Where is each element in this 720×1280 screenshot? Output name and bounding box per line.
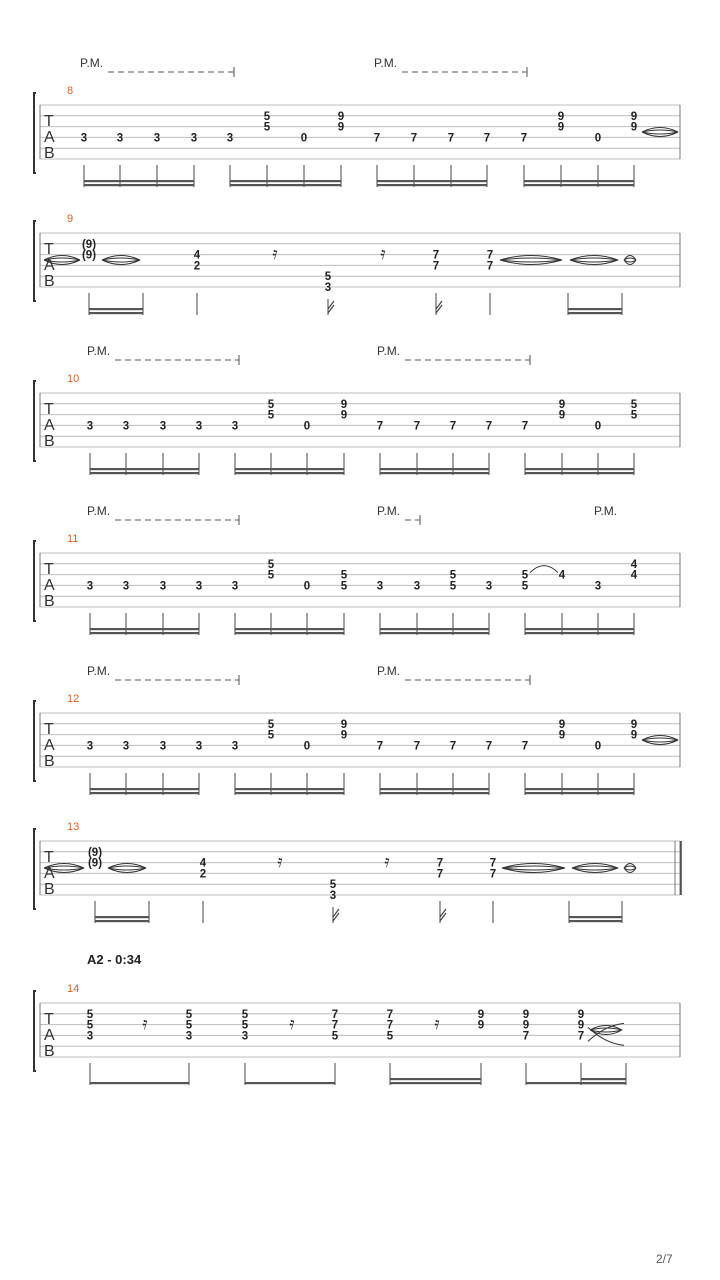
- palm-mute-label: P.M.: [80, 56, 104, 70]
- tab-system: [34, 504, 680, 635]
- tie-arc: [102, 256, 140, 261]
- tie-arc: [642, 132, 678, 137]
- fret-number: 5: [185, 1008, 193, 1021]
- tab-letter: B: [44, 593, 55, 610]
- bar-number: 12: [67, 693, 80, 705]
- tab-letter: T: [44, 1011, 54, 1028]
- fret-number: 9: [522, 1008, 530, 1021]
- note-beam: [525, 792, 634, 794]
- tab-system: [34, 56, 680, 187]
- tab-letter: A: [44, 1027, 55, 1044]
- tab-letter: B: [44, 1043, 55, 1060]
- rest-symbol: 𝄿: [384, 852, 390, 872]
- tab-letter: T: [44, 113, 54, 130]
- fret-number: 9: [630, 718, 638, 731]
- fret-number: 5: [340, 580, 348, 593]
- tie-arc: [570, 256, 618, 261]
- fret-number: 7: [331, 1019, 339, 1032]
- fret-number: 3: [329, 890, 337, 902]
- note-beam: [569, 916, 622, 918]
- tab-letter: B: [44, 433, 55, 450]
- tie-arc: [108, 868, 146, 873]
- fret-number: 3: [185, 1030, 193, 1043]
- fret-number: 9: [630, 121, 638, 134]
- fret-number: 5: [329, 879, 337, 892]
- fret-number: 5: [630, 398, 638, 411]
- note-beam: [525, 472, 634, 474]
- note-beam: [525, 468, 634, 470]
- fret-number: 7: [376, 740, 384, 753]
- note-beam: [524, 180, 634, 182]
- fret-number: 5: [263, 110, 271, 123]
- tie-arc: [502, 864, 565, 869]
- note-beam: [525, 788, 634, 790]
- tab-system: [34, 983, 680, 1085]
- palm-mute-label: P.M.: [87, 504, 111, 518]
- note-flag: [333, 909, 339, 921]
- note-beam: [89, 312, 143, 314]
- tab-system: [34, 821, 681, 923]
- fret-number: 7: [436, 868, 444, 881]
- fret-number: 3: [122, 740, 130, 753]
- slur-arc: [530, 566, 558, 573]
- palm-mute-label: P.M.: [374, 56, 398, 70]
- fret-number: 4: [630, 569, 638, 582]
- fret-number: 3: [80, 132, 88, 145]
- fret-number: 7: [447, 132, 455, 145]
- fret-number: 3: [122, 580, 130, 593]
- fret-number: 3: [231, 740, 239, 753]
- tab-letter: A: [44, 257, 55, 274]
- fret-number: 3: [86, 580, 94, 593]
- fret-number: 5: [331, 1030, 339, 1043]
- note-beam: [90, 792, 199, 794]
- fret-number: 2: [193, 260, 201, 273]
- palm-mute-label: P.M.: [87, 664, 111, 678]
- fret-number: (9): [81, 249, 97, 262]
- fret-number: 3: [116, 132, 124, 145]
- tab-letter: B: [44, 753, 55, 770]
- fret-number: 5: [340, 569, 348, 582]
- systems-layer: [34, 56, 681, 1085]
- fret-number: 7: [413, 420, 421, 433]
- tie-arc: [500, 256, 562, 261]
- tab-letter: B: [44, 273, 55, 290]
- fret-number: (9): [87, 846, 103, 859]
- fret-number: 5: [267, 398, 275, 411]
- fret-number: 3: [241, 1030, 249, 1043]
- fret-number: 5: [267, 558, 275, 571]
- fret-number: 7: [449, 420, 457, 433]
- fret-number: 3: [231, 420, 239, 433]
- note-beam: [524, 184, 634, 186]
- fret-number: 5: [267, 409, 275, 422]
- fret-number: 2: [199, 868, 207, 881]
- note-flag: [440, 909, 446, 921]
- fret-number: 7: [386, 1019, 394, 1032]
- note-beam: [569, 920, 622, 922]
- rest-symbol: 𝄿: [380, 244, 386, 264]
- tab-letter: A: [44, 737, 55, 754]
- fret-number: 9: [557, 110, 565, 123]
- note-beam: [235, 788, 344, 790]
- fret-number: 7: [521, 420, 529, 433]
- fret-number: 9: [477, 1008, 485, 1021]
- fret-number: 3: [159, 740, 167, 753]
- tab-letter: A: [44, 577, 55, 594]
- fret-number: 9: [340, 729, 348, 742]
- note-beam: [525, 632, 634, 634]
- fret-number: 4: [193, 249, 201, 262]
- note-beam: [235, 792, 344, 794]
- note-beam: [380, 632, 489, 634]
- fret-number: 9: [340, 718, 348, 731]
- tie-arc: [590, 1030, 622, 1035]
- note-beam: [380, 792, 489, 794]
- fret-number: 3: [195, 740, 203, 753]
- note-beam: [390, 1078, 481, 1080]
- fret-number: 9: [558, 398, 566, 411]
- note-beam: [245, 1082, 335, 1084]
- fret-number: 3: [376, 580, 384, 593]
- fret-number: 7: [432, 260, 440, 273]
- fret-number: 0: [300, 132, 308, 145]
- fret-number: 9: [340, 398, 348, 411]
- note-beam: [235, 632, 344, 634]
- note-beam: [90, 468, 199, 470]
- fret-number: 4: [558, 569, 566, 582]
- fret-number: 5: [185, 1019, 193, 1032]
- fret-number: 7: [373, 132, 381, 145]
- fret-number: 3: [153, 132, 161, 145]
- note-beam: [568, 308, 622, 310]
- bar-number: 9: [67, 213, 74, 225]
- fret-number: 5: [521, 580, 529, 593]
- fret-number: 5: [241, 1008, 249, 1021]
- fret-number: 3: [413, 580, 421, 593]
- note-flag: [436, 301, 442, 313]
- fret-number: 5: [449, 569, 457, 582]
- fret-number: 3: [226, 132, 234, 145]
- fret-number: 5: [630, 409, 638, 422]
- rest-symbol: 𝄿: [289, 1014, 295, 1034]
- tie-arc: [102, 260, 140, 265]
- tie-arc: [624, 256, 636, 261]
- note-beam: [84, 184, 194, 186]
- fret-number: 9: [337, 110, 345, 123]
- fret-number: 5: [86, 1019, 94, 1032]
- system-bracket: [34, 991, 36, 1071]
- note-beam: [95, 916, 149, 918]
- fret-number: 3: [86, 1030, 94, 1043]
- note-beam: [568, 312, 622, 314]
- fret-number: 3: [324, 282, 332, 294]
- tab-letter: A: [44, 865, 55, 882]
- palm-mute-label: P.M.: [377, 504, 401, 518]
- system-bracket: [34, 541, 36, 621]
- fret-number: 5: [267, 569, 275, 582]
- fret-number: 5: [449, 580, 457, 593]
- fret-number: 5: [267, 729, 275, 742]
- tie-arc: [108, 864, 146, 869]
- rest-symbol: 𝄿: [434, 1014, 440, 1034]
- note-beam: [95, 920, 149, 922]
- fret-number: 5: [521, 569, 529, 582]
- note-beam: [90, 632, 199, 634]
- tab-letter: A: [44, 129, 55, 146]
- note-beam: [90, 472, 199, 474]
- fret-number: 7: [522, 1030, 530, 1043]
- fret-number: 0: [594, 740, 602, 753]
- fret-number: 7: [521, 740, 529, 753]
- tab-letter: T: [44, 561, 54, 578]
- tie-arc: [624, 864, 636, 869]
- fret-number: 7: [577, 1030, 585, 1043]
- palm-mute-label: P.M.: [87, 344, 111, 358]
- bar-number: 8: [67, 85, 74, 97]
- note-beam: [377, 180, 487, 182]
- tab-letter: A: [44, 417, 55, 434]
- note-beam: [89, 308, 143, 310]
- tie-arc: [642, 736, 678, 741]
- fret-number: 7: [331, 1008, 339, 1021]
- tie-arc: [570, 260, 618, 265]
- note-beam: [90, 788, 199, 790]
- system-bracket: [34, 221, 36, 301]
- system-bracket: [34, 829, 36, 909]
- fret-number: 7: [449, 740, 457, 753]
- fret-number: 7: [485, 420, 493, 433]
- tab-system: [34, 664, 680, 795]
- fret-number: 9: [630, 110, 638, 123]
- rest-symbol: 𝄿: [277, 852, 283, 872]
- note-beam: [377, 184, 487, 186]
- bar-number: 14: [67, 983, 80, 995]
- fret-number: 5: [267, 718, 275, 731]
- note-beam: [390, 1082, 481, 1084]
- fret-number: 7: [376, 420, 384, 433]
- fret-number: 9: [340, 409, 348, 422]
- fret-number: 9: [577, 1019, 585, 1032]
- note-beam: [230, 180, 341, 182]
- fret-number: 9: [630, 729, 638, 742]
- fret-number: 5: [386, 1030, 394, 1043]
- tab-letter: T: [44, 241, 54, 258]
- fret-number: 3: [122, 420, 130, 433]
- tie-arc: [642, 128, 678, 133]
- note-beam: [90, 628, 199, 630]
- tie-arc: [502, 868, 565, 873]
- system-bracket: [34, 701, 36, 781]
- fret-number: 5: [263, 121, 271, 134]
- fret-number: 4: [199, 857, 207, 870]
- page-number: 2/7: [656, 1252, 673, 1266]
- note-beam: [380, 468, 489, 470]
- note-beam: [380, 628, 489, 630]
- tie-arc: [624, 260, 636, 265]
- fret-number: 3: [159, 420, 167, 433]
- fret-number: 3: [485, 580, 493, 593]
- fret-number: (9): [87, 857, 103, 870]
- tab-system: [34, 344, 680, 475]
- bar-number: 10: [67, 373, 80, 385]
- fret-number: 3: [86, 420, 94, 433]
- note-flag: [328, 301, 334, 313]
- fret-number: 0: [303, 740, 311, 753]
- tab-letter: T: [44, 849, 54, 866]
- fret-number: 7: [436, 857, 444, 870]
- fret-number: 3: [86, 740, 94, 753]
- note-beam: [581, 1078, 626, 1080]
- tie-arc: [590, 1026, 622, 1031]
- note-beam: [235, 628, 344, 630]
- fret-number: 3: [159, 580, 167, 593]
- fret-number: 5: [241, 1019, 249, 1032]
- tie-arc: [572, 868, 618, 873]
- section-marker: A2 - 0:34: [87, 952, 142, 967]
- note-beam: [84, 180, 194, 182]
- bar-number: 13: [67, 821, 80, 833]
- fret-number: 9: [558, 718, 566, 731]
- tab-system: [34, 213, 680, 315]
- fret-number: 5: [324, 271, 332, 284]
- note-beam: [235, 472, 344, 474]
- system-bracket: [34, 93, 36, 173]
- note-beam: [235, 468, 344, 470]
- tab-letter: T: [44, 721, 54, 738]
- note-beam: [230, 184, 341, 186]
- fret-number: 0: [594, 132, 602, 145]
- fret-number: 9: [522, 1019, 530, 1032]
- note-beam: [380, 788, 489, 790]
- bar-number: 11: [67, 533, 79, 545]
- fret-number: 4: [630, 558, 638, 571]
- tab-letter: T: [44, 401, 54, 418]
- tab-letter: B: [44, 881, 55, 898]
- tie-arc: [642, 740, 678, 745]
- fret-number: 7: [413, 740, 421, 753]
- palm-mute-label: P.M.: [377, 344, 401, 358]
- fret-number: 7: [386, 1008, 394, 1021]
- fret-number: 9: [558, 409, 566, 422]
- rest-symbol: 𝄿: [272, 244, 278, 264]
- fret-number: 3: [231, 580, 239, 593]
- note-beam: [90, 1082, 189, 1084]
- fret-number: 3: [195, 580, 203, 593]
- note-beam: [380, 472, 489, 474]
- fret-number: 9: [558, 729, 566, 742]
- fret-number: 3: [190, 132, 198, 145]
- fret-number: (9): [81, 238, 97, 251]
- fret-number: 7: [410, 132, 418, 145]
- palm-mute-label: P.M.: [377, 664, 401, 678]
- note-beam: [525, 628, 634, 630]
- fret-number: 9: [557, 121, 565, 134]
- fret-number: 7: [489, 857, 497, 870]
- rest-symbol: 𝄿: [142, 1014, 148, 1034]
- palm-mute-label: P.M.: [594, 504, 618, 518]
- tie-arc: [572, 864, 618, 869]
- fret-number: 7: [483, 132, 491, 145]
- fret-number: 7: [489, 868, 497, 881]
- note-beam: [581, 1082, 626, 1084]
- fret-number: 0: [303, 420, 311, 433]
- tab-letter: B: [44, 145, 55, 162]
- fret-number: 0: [303, 580, 311, 593]
- fret-number: 9: [477, 1019, 485, 1032]
- tie-arc: [624, 868, 636, 873]
- fret-number: 9: [337, 121, 345, 134]
- tie-arc: [500, 260, 562, 265]
- fret-number: 3: [594, 580, 602, 593]
- fret-number: 9: [577, 1008, 585, 1021]
- fret-number: 3: [195, 420, 203, 433]
- fret-number: 5: [86, 1008, 94, 1021]
- fret-number: 7: [486, 249, 494, 262]
- fret-number: 7: [432, 249, 440, 262]
- fret-number: 0: [594, 420, 602, 433]
- system-bracket: [34, 381, 36, 461]
- fret-number: 7: [485, 740, 493, 753]
- fret-number: 7: [486, 260, 494, 273]
- fret-number: 7: [520, 132, 528, 145]
